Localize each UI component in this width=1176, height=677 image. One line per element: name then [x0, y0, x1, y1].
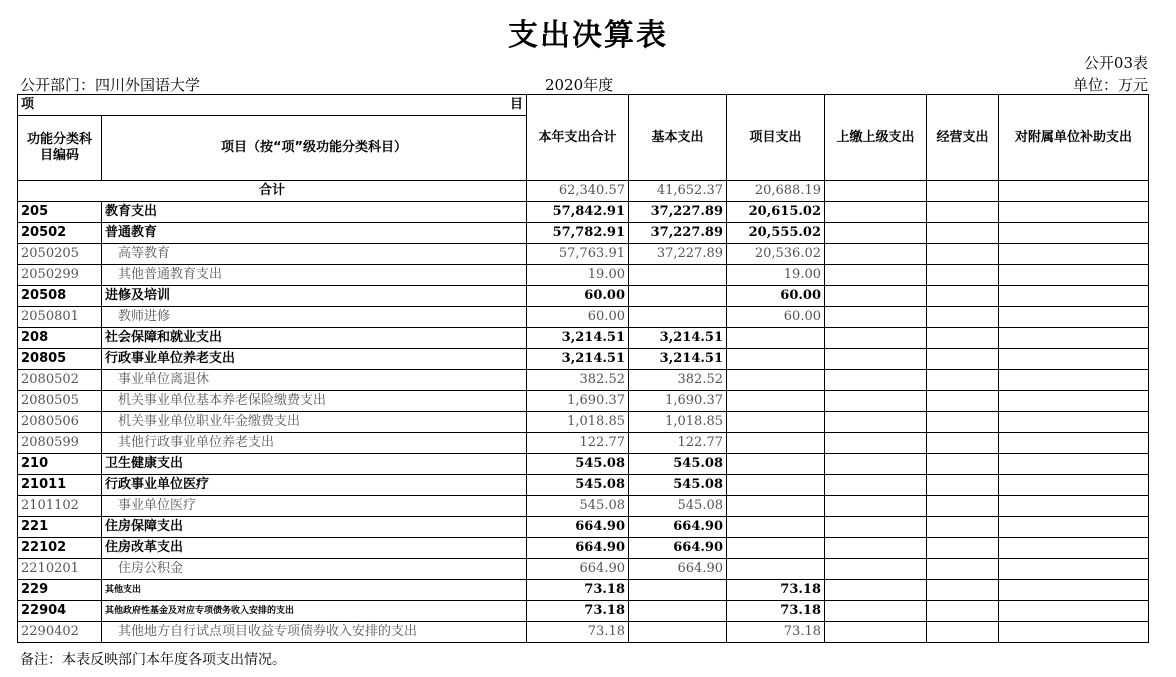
row-total: 3,214.51 [527, 349, 629, 370]
row-project [727, 475, 825, 496]
row-upper [825, 538, 927, 559]
row-upper [825, 202, 927, 223]
row-business [927, 622, 999, 643]
row-subsidiary [999, 601, 1149, 622]
row-code: 21011 [18, 475, 102, 496]
table-row [18, 349, 1149, 370]
row-project [727, 517, 825, 538]
row-subsidiary [999, 370, 1149, 391]
row-name: 其他行政事业单位养老支出 [102, 433, 527, 454]
row-basic: 37,227.89 [629, 202, 727, 223]
row-project: 20,536.02 [727, 244, 825, 265]
row-basic: 37,227.89 [629, 223, 727, 244]
row-project [727, 559, 825, 580]
row-subsidiary [999, 559, 1149, 580]
row-upper [825, 328, 927, 349]
row-project [727, 370, 825, 391]
row-project: 73.18 [727, 580, 825, 601]
header-subsidiary: 对附属单位补助支出 [999, 95, 1149, 181]
table-row [18, 412, 1149, 433]
row-total: 122.77 [527, 433, 629, 454]
row-code: 2050205 [18, 244, 102, 265]
row-total: 60.00 [527, 307, 629, 328]
row-name: 教育支出 [102, 202, 527, 223]
unit-label: 单位：万元 [1072, 76, 1148, 94]
row-business [927, 559, 999, 580]
row-basic: 3,214.51 [629, 349, 727, 370]
row-code: 2101102 [18, 496, 102, 517]
department-label: 公开部门：四川外国语大学 [20, 76, 201, 94]
row-total: 73.18 [527, 601, 629, 622]
row-basic: 1,690.37 [629, 391, 727, 412]
footnote: 备注：本表反映部门本年度各项支出情况。 [20, 652, 286, 668]
row-basic: 545.08 [629, 454, 727, 475]
row-upper [825, 265, 927, 286]
table-row [18, 328, 1149, 349]
row-upper [825, 580, 927, 601]
row-code: 2080599 [18, 433, 102, 454]
row-basic: 545.08 [629, 496, 727, 517]
row-name: 行政事业单位养老支出 [102, 349, 527, 370]
row-code: 2210201 [18, 559, 102, 580]
row-total: 545.08 [527, 475, 629, 496]
table-row [18, 286, 1149, 307]
row-business [927, 517, 999, 538]
row-name: 高等教育 [102, 244, 527, 265]
row-basic: 37,227.89 [629, 244, 727, 265]
row-code: 2080502 [18, 370, 102, 391]
row-project: 73.18 [727, 601, 825, 622]
table-row [18, 391, 1149, 412]
table-row [18, 538, 1149, 559]
header-xiangmu [18, 95, 527, 116]
row-name: 住房公积金 [102, 559, 527, 580]
row-upper [825, 433, 927, 454]
header-total: 本年支出合计 [527, 95, 629, 181]
row-upper [825, 391, 927, 412]
row-code: 2290402 [18, 622, 102, 643]
row-total: 19.00 [527, 265, 629, 286]
row-subsidiary [999, 412, 1149, 433]
row-code: 205 [18, 202, 102, 223]
row-total: 1,018.85 [527, 412, 629, 433]
row-total: 664.90 [527, 538, 629, 559]
total-basic: 41,652.37 [629, 181, 727, 202]
row-code: 2080506 [18, 412, 102, 433]
row-business [927, 601, 999, 622]
row-subsidiary [999, 265, 1149, 286]
row-business [927, 286, 999, 307]
row-name: 住房保障支出 [102, 517, 527, 538]
page-title: 支出决算表 [508, 18, 668, 53]
row-basic: 1,018.85 [629, 412, 727, 433]
row-subsidiary [999, 538, 1149, 559]
row-name: 卫生健康支出 [102, 454, 527, 475]
row-total: 57,763.91 [527, 244, 629, 265]
row-total: 382.52 [527, 370, 629, 391]
row-upper [825, 559, 927, 580]
row-project [727, 538, 825, 559]
total-subsidiary [999, 181, 1149, 202]
row-project [727, 349, 825, 370]
row-business [927, 244, 999, 265]
expenditure-table [17, 94, 1149, 643]
row-total: 73.18 [527, 580, 629, 601]
row-name: 机关事业单位基本养老保险缴费支出 [102, 391, 527, 412]
header-basic: 基本支出 [629, 95, 727, 181]
row-subsidiary [999, 286, 1149, 307]
row-name: 行政事业单位医疗 [102, 475, 527, 496]
total-project: 20,688.19 [727, 181, 825, 202]
row-business [927, 496, 999, 517]
row-project [727, 496, 825, 517]
row-subsidiary [999, 517, 1149, 538]
table-row [18, 433, 1149, 454]
row-code: 22102 [18, 538, 102, 559]
row-basic: 382.52 [629, 370, 727, 391]
header-name: 项目（按“项”级功能分类科目） [102, 116, 527, 181]
row-basic: 122.77 [629, 433, 727, 454]
row-total: 73.18 [527, 622, 629, 643]
table-row [18, 496, 1149, 517]
table-row [18, 307, 1149, 328]
row-subsidiary [999, 349, 1149, 370]
form-number: 公开03表 [1083, 54, 1148, 72]
row-name: 机关事业单位职业年金缴费支出 [102, 412, 527, 433]
row-project: 20,555.02 [727, 223, 825, 244]
row-name: 其他普通教育支出 [102, 265, 527, 286]
row-subsidiary [999, 622, 1149, 643]
row-project: 73.18 [727, 622, 825, 643]
table-row [18, 370, 1149, 391]
row-subsidiary [999, 223, 1149, 244]
row-total: 664.90 [527, 517, 629, 538]
total-business [927, 181, 999, 202]
row-basic [629, 622, 727, 643]
row-name: 其他政府性基金及对应专项债务收入安排的支出 [102, 601, 527, 622]
row-business [927, 223, 999, 244]
table-row [18, 223, 1149, 244]
row-project [727, 433, 825, 454]
row-code: 210 [18, 454, 102, 475]
table-row [18, 265, 1149, 286]
row-total: 1,690.37 [527, 391, 629, 412]
row-name: 其他支出 [102, 580, 527, 601]
row-total: 664.90 [527, 559, 629, 580]
row-name: 住房改革支出 [102, 538, 527, 559]
row-basic: 664.90 [629, 538, 727, 559]
row-business [927, 328, 999, 349]
row-code: 221 [18, 517, 102, 538]
row-total: 545.08 [527, 454, 629, 475]
table-row [18, 559, 1149, 580]
row-subsidiary [999, 433, 1149, 454]
row-business [927, 391, 999, 412]
row-basic [629, 580, 727, 601]
row-total: 57,782.91 [527, 223, 629, 244]
row-project: 60.00 [727, 307, 825, 328]
table-row [18, 622, 1149, 643]
total-upper [825, 181, 927, 202]
row-basic [629, 286, 727, 307]
row-upper [825, 307, 927, 328]
row-subsidiary [999, 391, 1149, 412]
row-basic: 3,214.51 [629, 328, 727, 349]
row-name: 其他地方自行试点项目收益专项债券收入安排的支出 [102, 622, 527, 643]
row-total: 3,214.51 [527, 328, 629, 349]
row-upper [825, 496, 927, 517]
table-row [18, 202, 1149, 223]
row-basic: 664.90 [629, 559, 727, 580]
table-row [18, 517, 1149, 538]
row-total: 60.00 [527, 286, 629, 307]
row-name: 进修及培训 [102, 286, 527, 307]
row-upper [825, 412, 927, 433]
row-code: 229 [18, 580, 102, 601]
header-xiang: 项 [21, 97, 35, 112]
row-basic [629, 601, 727, 622]
row-name: 事业单位医疗 [102, 496, 527, 517]
row-project [727, 328, 825, 349]
table-row [18, 601, 1149, 622]
row-upper [825, 223, 927, 244]
row-business [927, 454, 999, 475]
row-upper [825, 244, 927, 265]
header-code: 功能分类科目编码 [18, 116, 102, 181]
row-upper [825, 370, 927, 391]
total-row [18, 181, 1149, 202]
row-subsidiary [999, 307, 1149, 328]
header-upper: 上缴上级支出 [825, 95, 927, 181]
row-project: 19.00 [727, 265, 825, 286]
row-basic [629, 265, 727, 286]
row-project [727, 391, 825, 412]
row-upper [825, 517, 927, 538]
row-upper [825, 601, 927, 622]
row-subsidiary [999, 475, 1149, 496]
row-project: 20,615.02 [727, 202, 825, 223]
row-business [927, 202, 999, 223]
table-row [18, 475, 1149, 496]
row-subsidiary [999, 202, 1149, 223]
table-row [18, 454, 1149, 475]
header-project: 项目支出 [727, 95, 825, 181]
row-code: 22904 [18, 601, 102, 622]
total-total: 62,340.57 [527, 181, 629, 202]
row-business [927, 349, 999, 370]
row-code: 20805 [18, 349, 102, 370]
row-business [927, 370, 999, 391]
row-name: 事业单位离退休 [102, 370, 527, 391]
row-name: 教师进修 [102, 307, 527, 328]
row-business [927, 307, 999, 328]
row-code: 20508 [18, 286, 102, 307]
row-name: 社会保障和就业支出 [102, 328, 527, 349]
row-subsidiary [999, 580, 1149, 601]
row-subsidiary [999, 496, 1149, 517]
row-project [727, 454, 825, 475]
row-project: 60.00 [727, 286, 825, 307]
row-code: 20502 [18, 223, 102, 244]
row-upper [825, 286, 927, 307]
table-row [18, 244, 1149, 265]
row-basic [629, 307, 727, 328]
row-upper [825, 622, 927, 643]
header-row-top [18, 95, 1149, 116]
row-upper [825, 349, 927, 370]
row-business [927, 265, 999, 286]
row-basic: 664.90 [629, 517, 727, 538]
row-business [927, 538, 999, 559]
row-business [927, 412, 999, 433]
header-mu: 目 [509, 97, 523, 112]
row-code: 2080505 [18, 391, 102, 412]
row-code: 2050801 [18, 307, 102, 328]
row-code: 208 [18, 328, 102, 349]
table-row [18, 580, 1149, 601]
row-business [927, 433, 999, 454]
header-business: 经营支出 [927, 95, 999, 181]
row-name: 普通教育 [102, 223, 527, 244]
row-business [927, 475, 999, 496]
row-subsidiary [999, 328, 1149, 349]
row-total: 545.08 [527, 496, 629, 517]
row-code: 2050299 [18, 265, 102, 286]
row-total: 57,842.91 [527, 202, 629, 223]
year-label: 2020年度 [545, 76, 614, 94]
total-label: 合计 [18, 181, 527, 202]
row-project [727, 412, 825, 433]
row-upper [825, 454, 927, 475]
row-subsidiary [999, 454, 1149, 475]
row-basic: 545.08 [629, 475, 727, 496]
row-business [927, 580, 999, 601]
row-upper [825, 475, 927, 496]
row-subsidiary [999, 244, 1149, 265]
